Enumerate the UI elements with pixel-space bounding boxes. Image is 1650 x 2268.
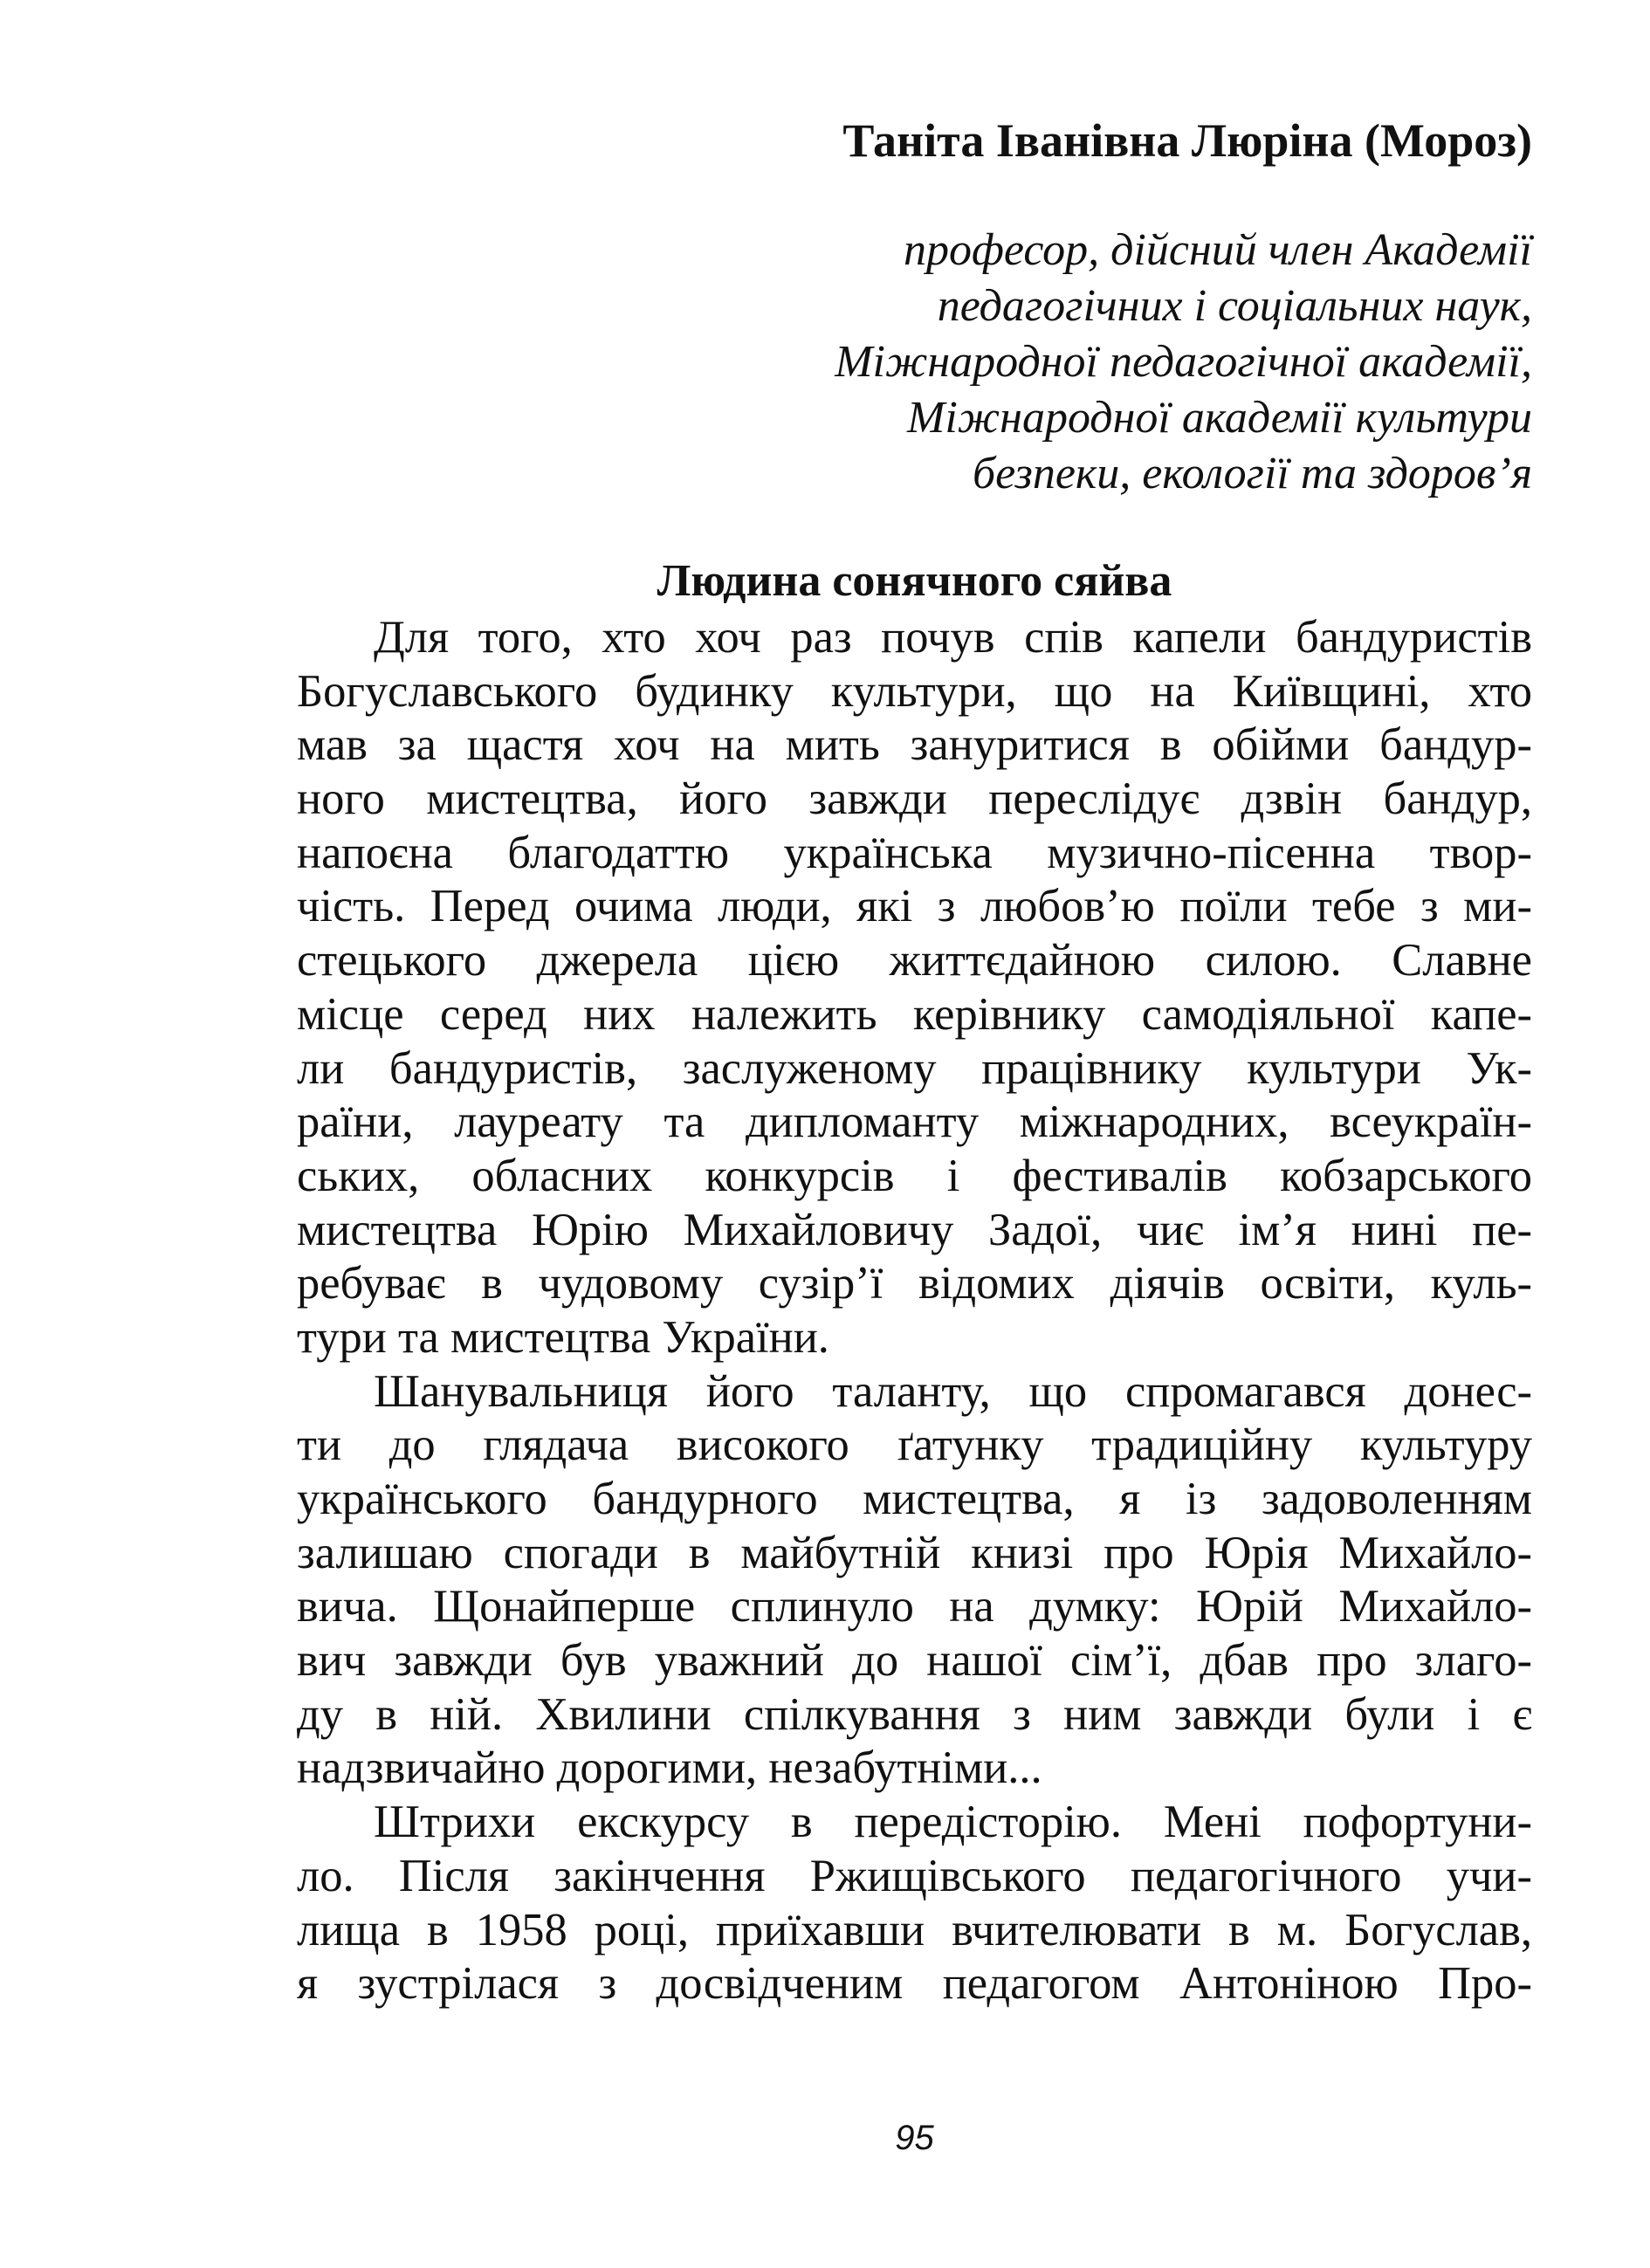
text-line: українського бандурного мистецтва, я із задоволенням — [297, 1474, 1532, 1524]
article-title: Людина сонячного сяйва — [657, 556, 1172, 606]
text-line: ду в ній. Хвилини спілкування з ним завжди були і є — [297, 1688, 1532, 1740]
document-page — [297, 0, 1532, 2268]
affiliation-line: Міжнародної академії культури — [907, 393, 1532, 443]
author-name: Таніта Іванівна Люріна (Мороз) — [842, 114, 1532, 167]
affiliation-line: професор, дійсний член Академії — [904, 225, 1532, 275]
article-body — [297, 611, 1532, 2011]
text-line: місце серед них належить керівнику самодіяльної капе- — [297, 988, 1532, 1040]
text-line: раїни, лауреату та дипломанту міжнародних, всеукраїн- — [297, 1096, 1532, 1148]
text-line: залишаю спогади в майбутній книзі про Юрія Михайло- — [297, 1527, 1532, 1578]
text-line: напоєна благодаттю українська музично-пісенна твор- — [297, 827, 1532, 878]
text-line: мав за щастя хоч на мить зануритися в обійми бандур- — [297, 719, 1532, 771]
text-line: ських, обласних конкурсів і фестивалів кобзарського — [297, 1150, 1532, 1201]
affiliation-line: Міжнародної педагогічної академії, — [835, 337, 1532, 387]
author-affiliation — [835, 223, 1532, 502]
text-line: мистецтва Юрію Михайловичу Задої, чиє ім’я нині пе- — [297, 1204, 1532, 1255]
text-line: ти до глядача високого ґатунку традиційну культуру — [297, 1419, 1532, 1471]
text-line: чість. Перед очима люди, які з любов’ю поїли тебе з ми- — [297, 881, 1532, 932]
text-line: тури та мистецтва України. — [297, 1311, 829, 1363]
text-line: Богуславського будинку культури, що на Київщині, хто — [297, 665, 1532, 717]
text-line: лища в 1958 році, приїхавши вчителювати в м. Богуслав, — [297, 1904, 1532, 1955]
text-line: вич завжди був уважний до нашої сім’ї, дбав про злаго- — [297, 1635, 1532, 1687]
text-line: ного мистецтва, його завжди переслідує дзвін бандур, — [297, 773, 1532, 825]
text-line: Шанувальниця його таланту, що спромагався донес- — [374, 1365, 1532, 1417]
text-line: ло. Після закінчення Ржищівського педагогічного учи- — [297, 1850, 1532, 1901]
text-line: надзвичайно дорогими, незабутніми... — [297, 1742, 1042, 1794]
affiliation-line: безпеки, екології та здоров’я — [972, 449, 1532, 498]
text-line: стецького джерела цією життєдайною силою. Славне — [297, 935, 1532, 986]
affiliation-line: педагогічних і соціальних наук, — [937, 281, 1532, 331]
text-line: ли бандуристів, заслуженому працівнику культури Ук- — [297, 1042, 1532, 1094]
text-line: Штрихи екскурсу в передісторію. Мені пофортуни- — [374, 1797, 1532, 1848]
page-number: 95 — [895, 2119, 934, 2157]
text-line: вича. Щонайперше сплинуло на думку: Юрій Михайло- — [297, 1581, 1532, 1632]
text-line: я зустрілася з досвідченим педагогом Антоніною Про- — [297, 1958, 1532, 2010]
text-line: Для того, хто хоч раз почув спів капели бандуристів — [374, 612, 1532, 663]
text-line: ребуває в чудовому сузір’ї відомих діячів освіти, куль- — [297, 1258, 1532, 1309]
